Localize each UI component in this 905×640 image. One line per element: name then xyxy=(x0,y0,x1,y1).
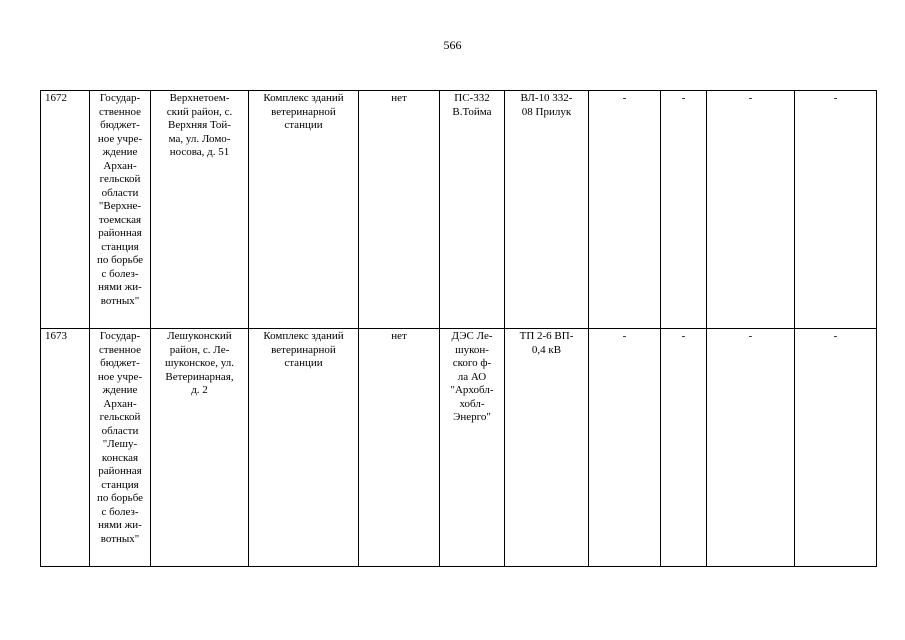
power-line-cell: ВЛ-10 332- 08 Прилук xyxy=(505,91,589,329)
flag-cell: нет xyxy=(359,91,440,329)
dash-cell: - xyxy=(795,329,877,567)
substation-cell: ПС-332 В.Тойма xyxy=(440,91,505,329)
record-number-cell: 1672 xyxy=(41,91,90,329)
object-cell: Комплекс зданий ветеринарной станции xyxy=(249,329,359,567)
dash-cell: - xyxy=(589,91,661,329)
address-cell: Верхнетоем- ский район, с. Верхняя Той- ма, ул. Ломо- носова, д. 51 xyxy=(151,91,249,329)
dash-cell: - xyxy=(795,91,877,329)
page-number: 566 xyxy=(443,38,462,52)
address-cell: Лешуконский район, с. Ле- шуконское, ул. Ветеринарная, д. 2 xyxy=(151,329,249,567)
record-number-cell: 1673 xyxy=(41,329,90,567)
substation-cell: ДЭС Ле- шукон- ского ф- ла АО "Архобл- хобл- Энерго" xyxy=(440,329,505,567)
table-row xyxy=(41,91,877,329)
table-row xyxy=(41,329,877,567)
power-line-cell: ТП 2-6 ВП- 0,4 кВ xyxy=(505,329,589,567)
dash-cell: - xyxy=(707,91,795,329)
organization-cell: Государ- ственное бюджет- ное учре- ждение Архан- гельской области "Верхне- тоемская районная станция по борьбе с болез- нями жи- вотных" xyxy=(90,91,151,329)
organization-cell: Государ- ственное бюджет- ное учре- ждение Архан- гельской области "Лешу- конская районная станция по борьбе с болез- нями жи- вотных" xyxy=(90,329,151,567)
registry-table xyxy=(40,90,877,567)
object-cell: Комплекс зданий ветеринарной станции xyxy=(249,91,359,329)
dash-cell: - xyxy=(661,329,707,567)
dash-cell: - xyxy=(661,91,707,329)
dash-cell: - xyxy=(707,329,795,567)
dash-cell: - xyxy=(589,329,661,567)
flag-cell: нет xyxy=(359,329,440,567)
